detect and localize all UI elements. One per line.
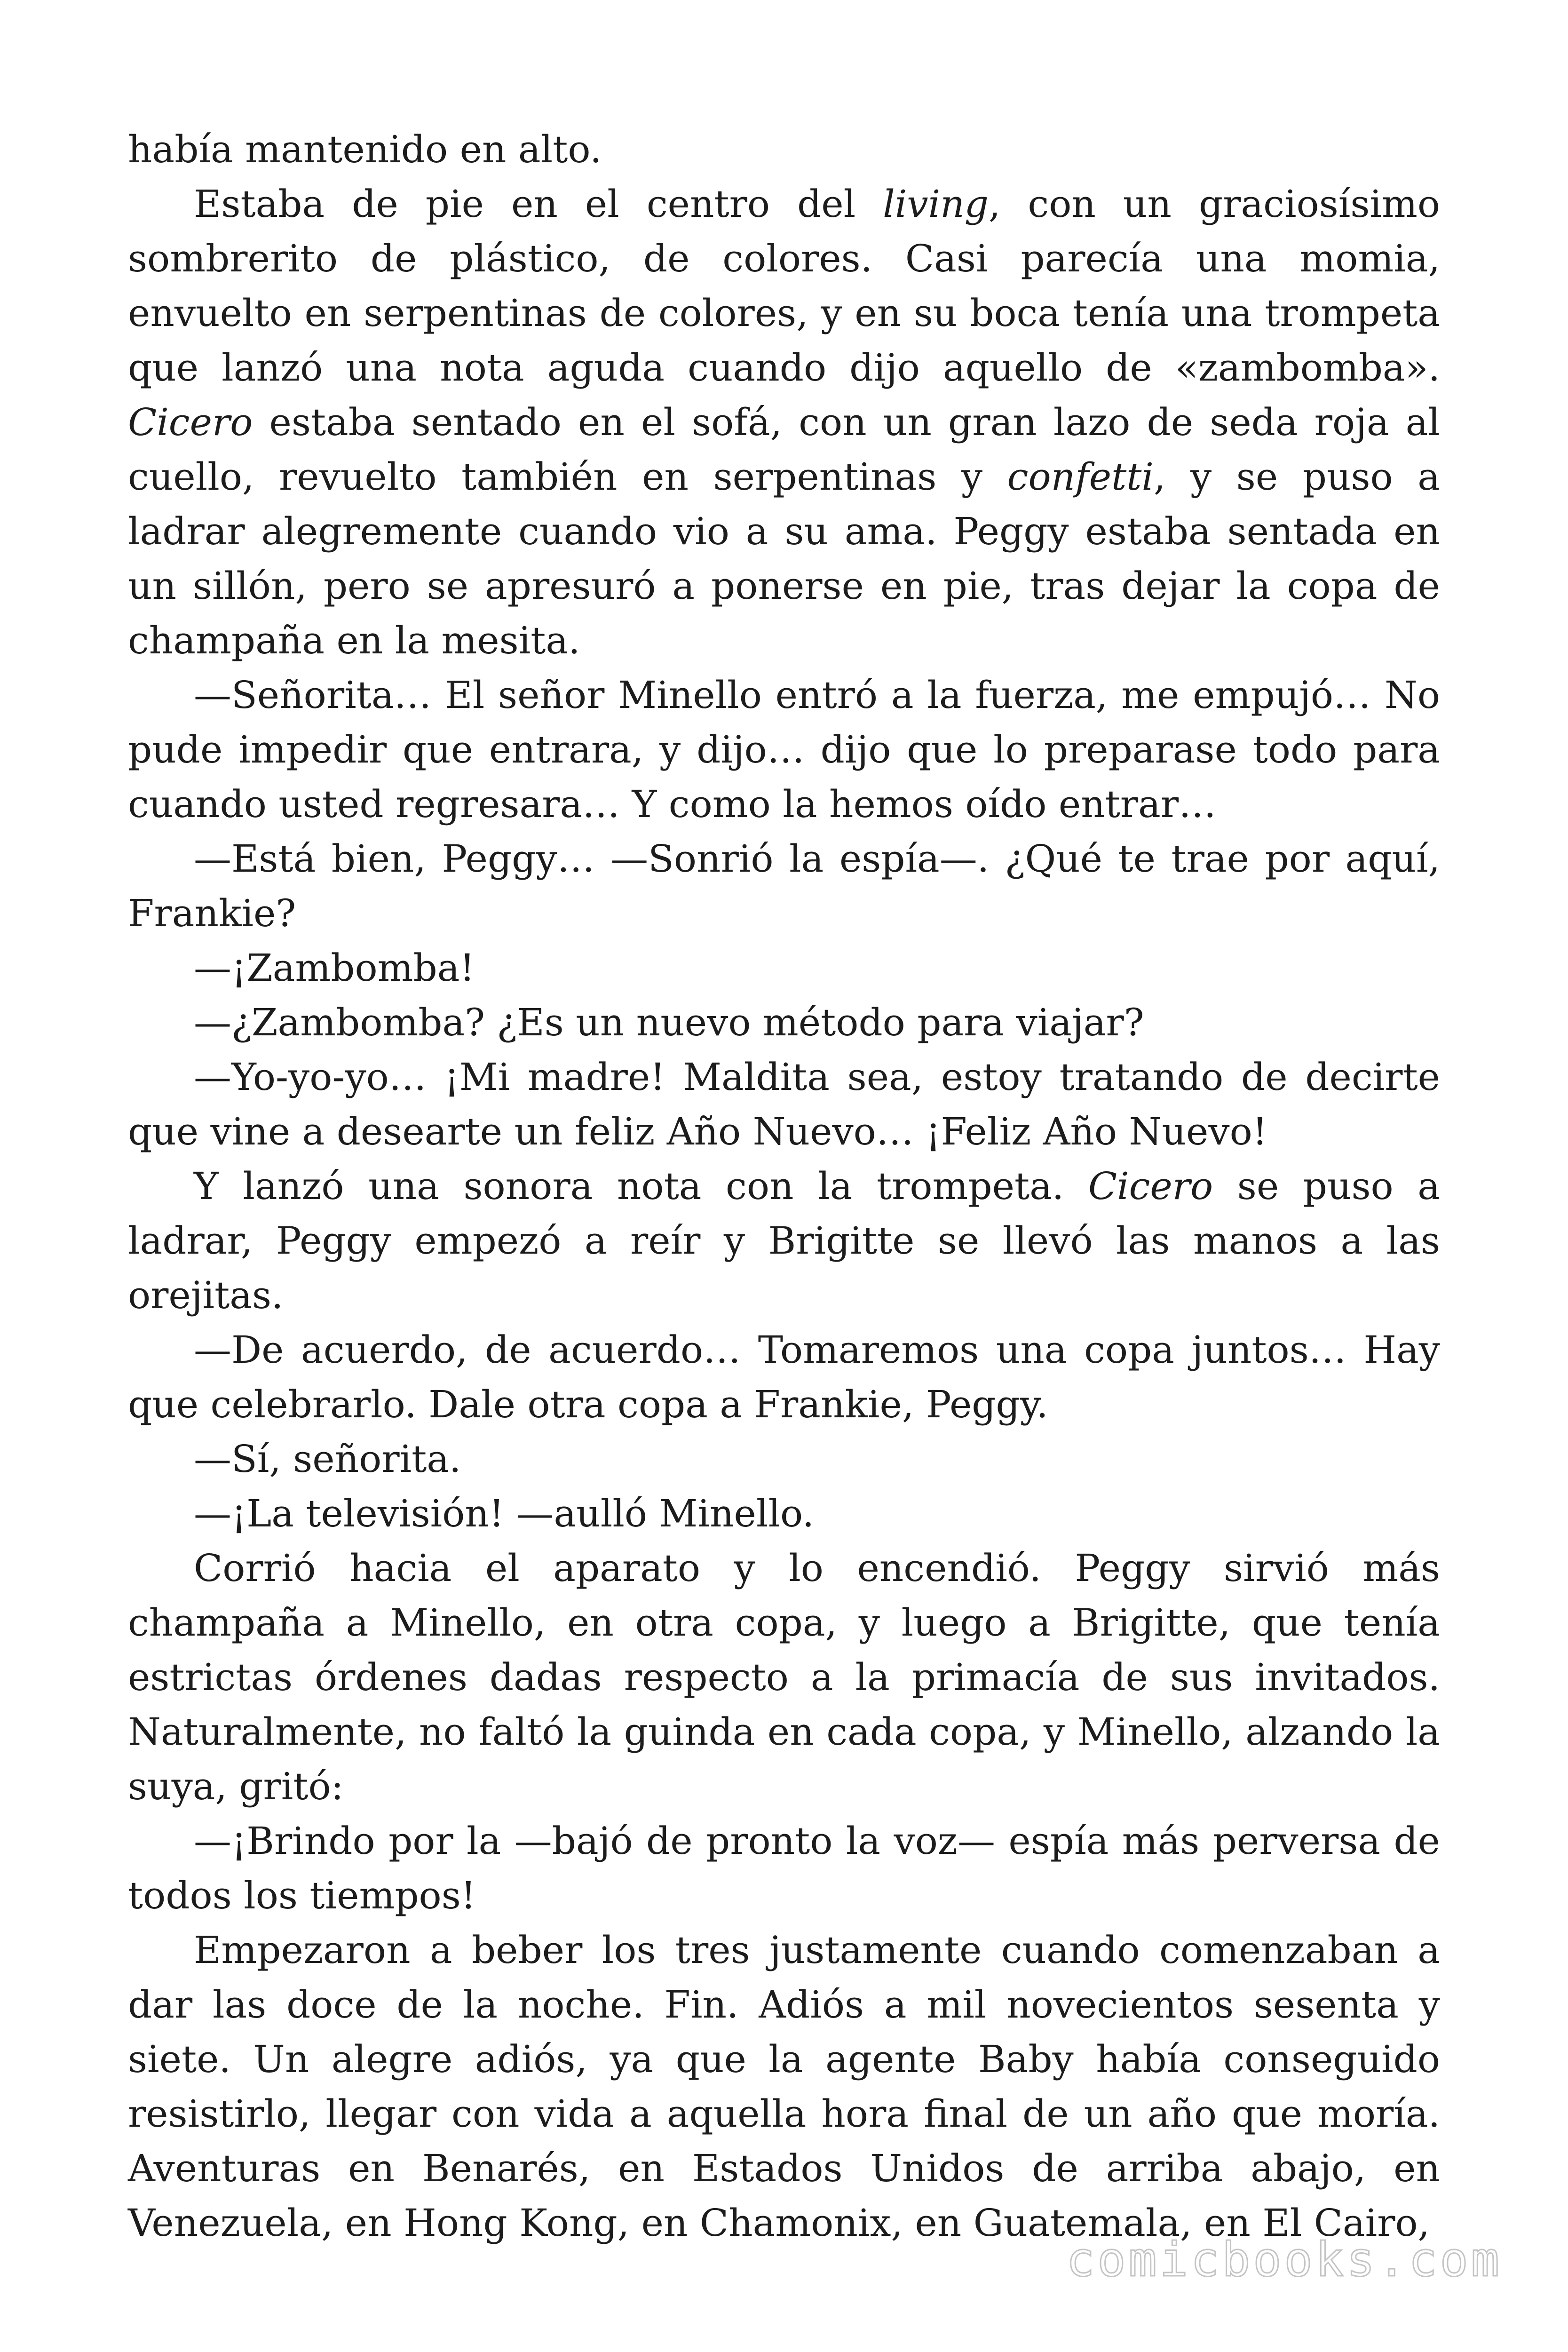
text-run: estaba sentado en el sofá, con un gran lazo de seda roja al cuello, revuelto también en serpentinas y bbox=[128, 400, 1440, 499]
paragraph bbox=[128, 832, 1440, 941]
text-run: —¡Zambomba! bbox=[194, 946, 475, 990]
paragraph bbox=[128, 668, 1440, 832]
paragraph bbox=[128, 1432, 1440, 1486]
text-run: —Señorita… El señor Minello entró a la fuerza, me empujó… No pude impedir que entrara, y dijo… dijo que lo preparase todo para cuando usted regresara… Y como la hemos oído entrar… bbox=[128, 673, 1440, 826]
paragraph bbox=[128, 1050, 1440, 1159]
paragraph bbox=[128, 995, 1440, 1050]
italic-text: Cicero bbox=[1088, 1164, 1213, 1208]
text-run: Empezaron a beber los tres justamente cuando comenzaban a dar las doce de la noche. Fin. Adiós a mil novecientos sesenta y siete. Un alegre adiós, ya que la agente Baby había conseguido resistirlo, llegar con vida a aquella hora final de un año que moría. Aventuras en Benarés, en Estados Unidos de arriba abajo, en Venezuela, en Hong Kong, en Chamonix, en Guatemala, en El Cairo, bbox=[128, 1928, 1440, 2245]
text-run: —Yo-yo-yo… ¡Mi madre! Maldita sea, estoy tratando de decirte que vine a desearte un feliz Año Nuevo… ¡Feliz Año Nuevo! bbox=[128, 1055, 1440, 1153]
paragraph bbox=[128, 1814, 1440, 1923]
watermark: comicbooks.com bbox=[1066, 2232, 1502, 2287]
italic-text: living bbox=[883, 182, 989, 226]
text-run: —¿Zambomba? ¿Es un nuevo método para viajar? bbox=[194, 1001, 1144, 1044]
paragraph bbox=[128, 1541, 1440, 1814]
paragraph bbox=[128, 941, 1440, 995]
text-run: Y lanzó una sonora nota con la trompeta. bbox=[194, 1164, 1088, 1208]
paragraph bbox=[128, 1923, 1440, 2250]
text-run: , con un graciosísimo sombrerito de plástico, de colores. Casi parecía una momia, envuelto en serpentinas de colores, y en su boca tenía una trompeta que lanzó una nota aguda cuando dijo aquello de «zambomba». bbox=[128, 182, 1440, 389]
text-run: —De acuerdo, de acuerdo… Tomaremos una copa juntos… Hay que celebrarlo. Dale otra copa a Frankie, Peggy. bbox=[128, 1328, 1440, 1426]
text-run: Estaba de pie en el centro del bbox=[194, 182, 883, 226]
text-run: se puso a ladrar, Peggy empezó a reír y Brigitte se llevó las manos a las orejitas. bbox=[128, 1164, 1440, 1317]
paragraph bbox=[128, 1323, 1440, 1432]
text-run: —Está bien, Peggy… —Sonrió la espía—. ¿Qué te trae por aquí, Frankie? bbox=[128, 837, 1440, 935]
text-run: —Sí, señorita. bbox=[194, 1437, 461, 1481]
paragraph bbox=[128, 1486, 1440, 1541]
paragraph bbox=[128, 177, 1440, 668]
paragraph bbox=[128, 122, 1440, 177]
italic-text: Cicero bbox=[128, 400, 253, 444]
italic-text: confetti bbox=[1007, 455, 1154, 499]
text-run: Corrió hacia el aparato y lo encendió. Peggy sirvió más champaña a Minello, en otra copa, y luego a Brigitte, que tenía estrictas órdenes dadas respecto a la primacía de sus invitados. Naturalmente, no faltó la guinda en cada copa, y Minello, alzando la suya, gritó: bbox=[128, 1546, 1440, 1808]
text-run: —¡Brindo por la —bajó de pronto la voz— espía más perversa de todos los tiempos! bbox=[128, 1819, 1440, 1917]
text-run: —¡La televisión! —aulló Minello. bbox=[194, 1492, 815, 1535]
text-run: , y se puso a ladrar alegremente cuando vio a su ama. Peggy estaba sentada en un sillón, pero se apresuró a ponerse en pie, tras dejar la copa de champaña en la mesita. bbox=[128, 455, 1440, 662]
text-run: había mantenido en alto. bbox=[128, 127, 602, 171]
page-text bbox=[128, 122, 1440, 2250]
paragraph bbox=[128, 1159, 1440, 1323]
